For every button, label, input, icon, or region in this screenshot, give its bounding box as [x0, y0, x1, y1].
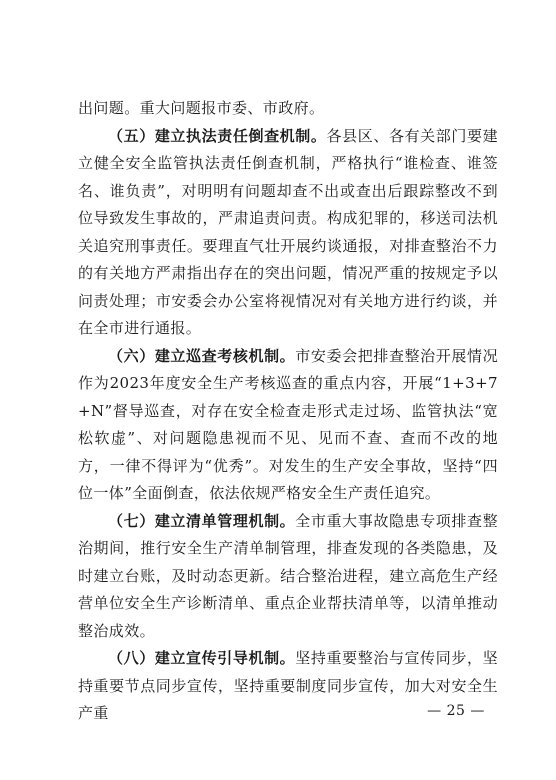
section-6-text: 市安委会把排查整治开展情况作为2023年度安全生产考核巡查的重点内容，开展“1+3+7+N”督导巡查，对存在安全检查走形式走过场、监管执法“宽松软虚”、对问题隐患视而不见、见而不查、查而不改的地方，一律不得评为“优秀”。对发生的生产安全事故，坚持“四位一体”全面倒查，依法依规严格安全生产责任追究。: [78, 346, 498, 502]
section-5-text: 各县区、各有关部门要建立健全安全监管执法责任倒查机制，严格执行“谁检查、谁签名、谁负责”，对明明有问题却查不出或查出后跟踪整改不到位导致发生事故的，严肃追责问责。构成犯罪的，移送司法机关追究刑事责任。要理直气壮开展约谈通报，对排查整治不力的有关地方严肃指出存在的突出问题，情况严重的按规定予以问责处理；市安委会办公室将视情况对有关地方进行约谈，并在全市进行通报。: [78, 126, 498, 337]
paragraph-section-5: [78, 123, 498, 343]
section-6-heading: （六）建立巡查考核机制。: [108, 346, 296, 365]
paragraph-continuation-text: 出问题。重大问题报市委、市政府。: [78, 99, 325, 117]
section-7-heading: （七）建立清单管理机制。: [108, 511, 296, 530]
page-number: — 25 —: [427, 703, 485, 719]
section-8-heading: （八）建立宣传引导机制。: [108, 649, 296, 667]
document-body: [78, 95, 498, 728]
section-7-text: 全市重大事故隐患专项排查整治期间，推行安全生产清单制管理，排查发现的各类隐患，及时建立台账，及时动态更新。结合整治进程，建立高危生产经营单位安全生产诊断清单、重点企业帮扶清单等，以清单推动整治成效。: [78, 511, 498, 640]
paragraph-section-6: [78, 343, 498, 508]
section-8-text: 坚持重要整治与宣传同步，坚持重要节点同步宣传，坚持重要制度同步宣传，加大对安全生产重: [78, 649, 498, 722]
section-5-heading: （五）建立执法责任倒查机制。: [108, 126, 327, 145]
paragraph-section-7: [78, 508, 498, 646]
paragraph-continuation: [78, 95, 498, 123]
